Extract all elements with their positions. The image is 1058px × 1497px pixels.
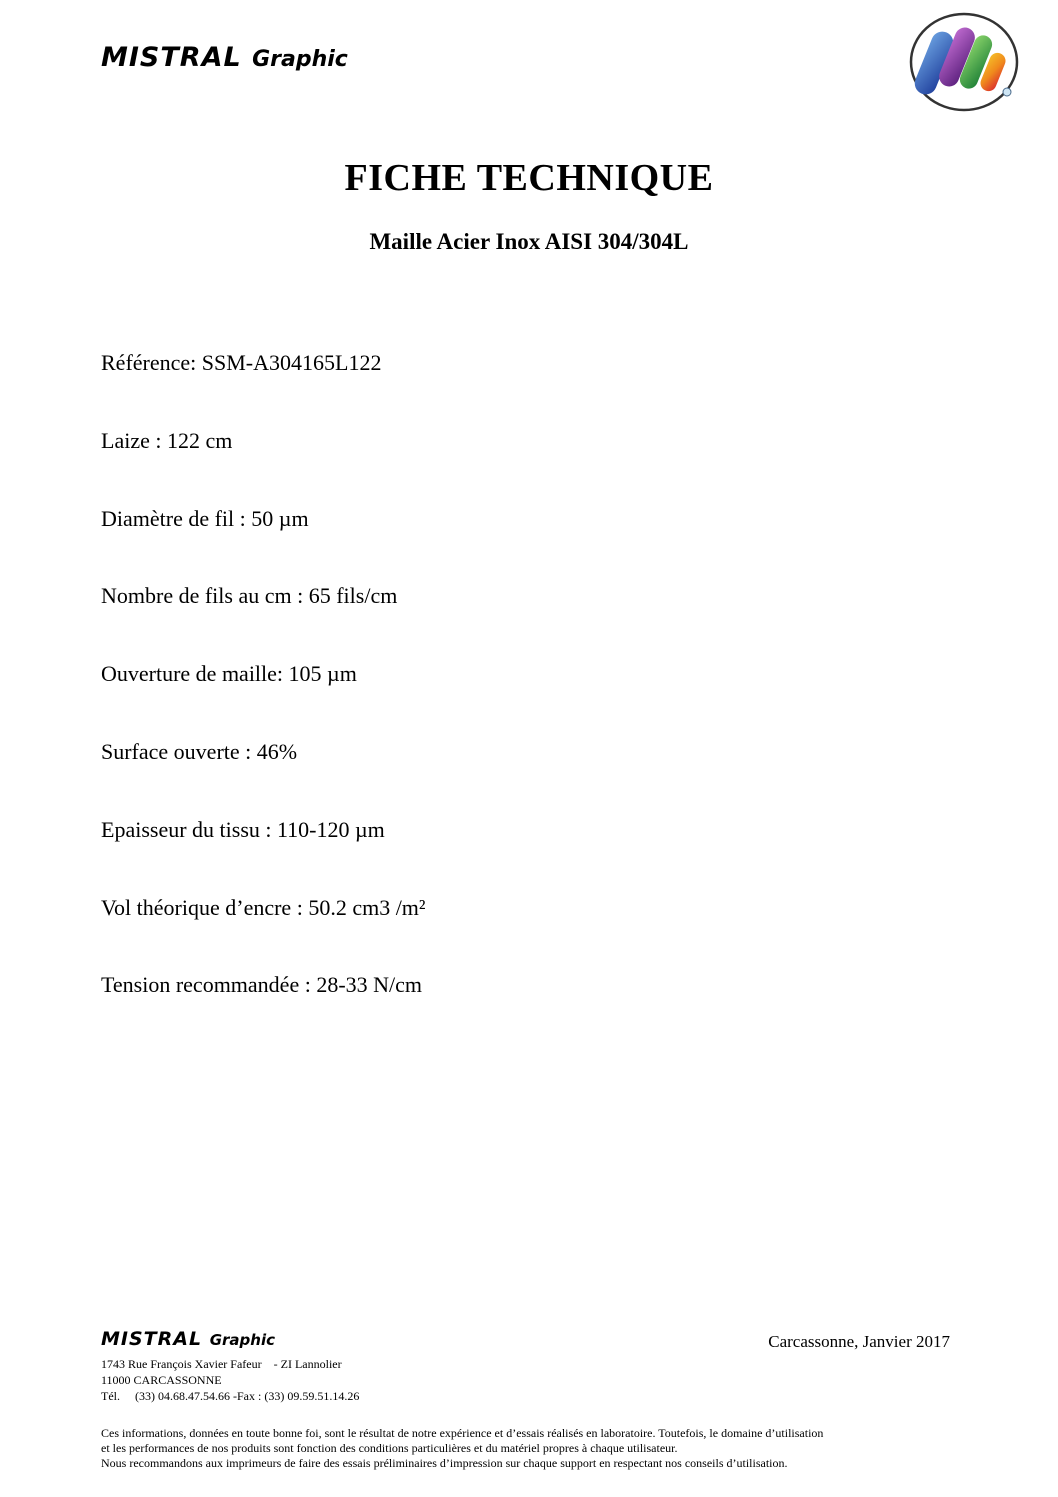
spec-value: SSM-A304165L122: [201, 350, 382, 375]
spec-reference: [101, 348, 426, 426]
footer-brand: [101, 1328, 275, 1350]
spec-label: Laize :: [101, 427, 162, 453]
mistral-m-logo-icon: [905, 8, 1023, 116]
spec-value: 110-120 µm: [277, 816, 385, 842]
spec-label: Surface ouverte :: [101, 738, 252, 764]
tel-label: Tél.: [101, 1389, 120, 1403]
address-street: 1743 Rue François Xavier Fafeur: [101, 1357, 262, 1371]
spec-value: 50 µm: [251, 505, 309, 531]
spec-value: 65 fils/cm: [308, 583, 398, 609]
disclaimer-line: Ces informations, données en toute bonne foi, sont le résultat de notre expérience et d’essais réalisés en laboratoire. Toutefois, le domaine d’utilisation: [101, 1426, 824, 1440]
brand-suffix: Graphic: [252, 47, 348, 72]
spec-label: Vol théorique d’encre :: [101, 894, 303, 920]
spec-mesh-opening: [101, 659, 426, 737]
spec-label: Epaisseur du tissu :: [101, 816, 272, 842]
spec-value: 105 µm: [288, 661, 357, 687]
spec-list: [101, 348, 426, 1048]
header-brand: [101, 42, 348, 73]
spec-thread-count: [101, 581, 426, 659]
company-address: [101, 1356, 359, 1404]
disclaimer-line: Nous recommandons aux imprimeurs de faire des essais préliminaires d’impression sur chaque support en respectant nos conseils d’utilisation.: [101, 1456, 788, 1470]
spec-value: 50.2 cm3 /m²: [308, 894, 426, 920]
spec-value: 46%: [256, 738, 298, 764]
spec-wire-diameter: [101, 504, 426, 582]
footer-brand-suffix: Graphic: [209, 1331, 275, 1349]
spec-label: Référence:: [101, 350, 197, 375]
spec-open-area: [101, 737, 426, 815]
page-title: FICHE TECHNIQUE: [344, 157, 714, 199]
spec-value: 122 cm: [166, 427, 233, 453]
spec-tension: [101, 970, 426, 1048]
spec-ink-volume: [101, 893, 426, 971]
brand-name: MISTRAL: [101, 42, 242, 73]
spec-label: Nombre de fils au cm :: [101, 583, 304, 609]
address-zone: - ZI Lannolier: [273, 1357, 342, 1371]
disclaimer: [101, 1426, 961, 1471]
tel-value: (33) 04.68.47.54.66 -Fax : (33) 09.59.51.14.26: [135, 1389, 360, 1403]
spec-label: Diamètre de fil :: [101, 505, 246, 531]
spec-laize: [101, 426, 426, 504]
spec-thickness: [101, 815, 426, 893]
footer-date: Carcassonne, Janvier 2017: [768, 1332, 950, 1351]
footer-brand-name: MISTRAL: [101, 1328, 203, 1350]
disclaimer-line: et les performances de nos produits sont fonction des conditions particulières et du matériel propres à chaque utilisateur.: [101, 1441, 678, 1455]
spec-label: Ouverture de maille:: [101, 661, 284, 687]
spec-value: 28-33 N/cm: [316, 972, 423, 998]
address-city: 11000 CARCASSONNE: [101, 1373, 222, 1387]
page-subtitle: Maille Acier Inox AISI 304/304L: [369, 229, 689, 254]
spec-label: Tension recommandée :: [101, 972, 311, 998]
